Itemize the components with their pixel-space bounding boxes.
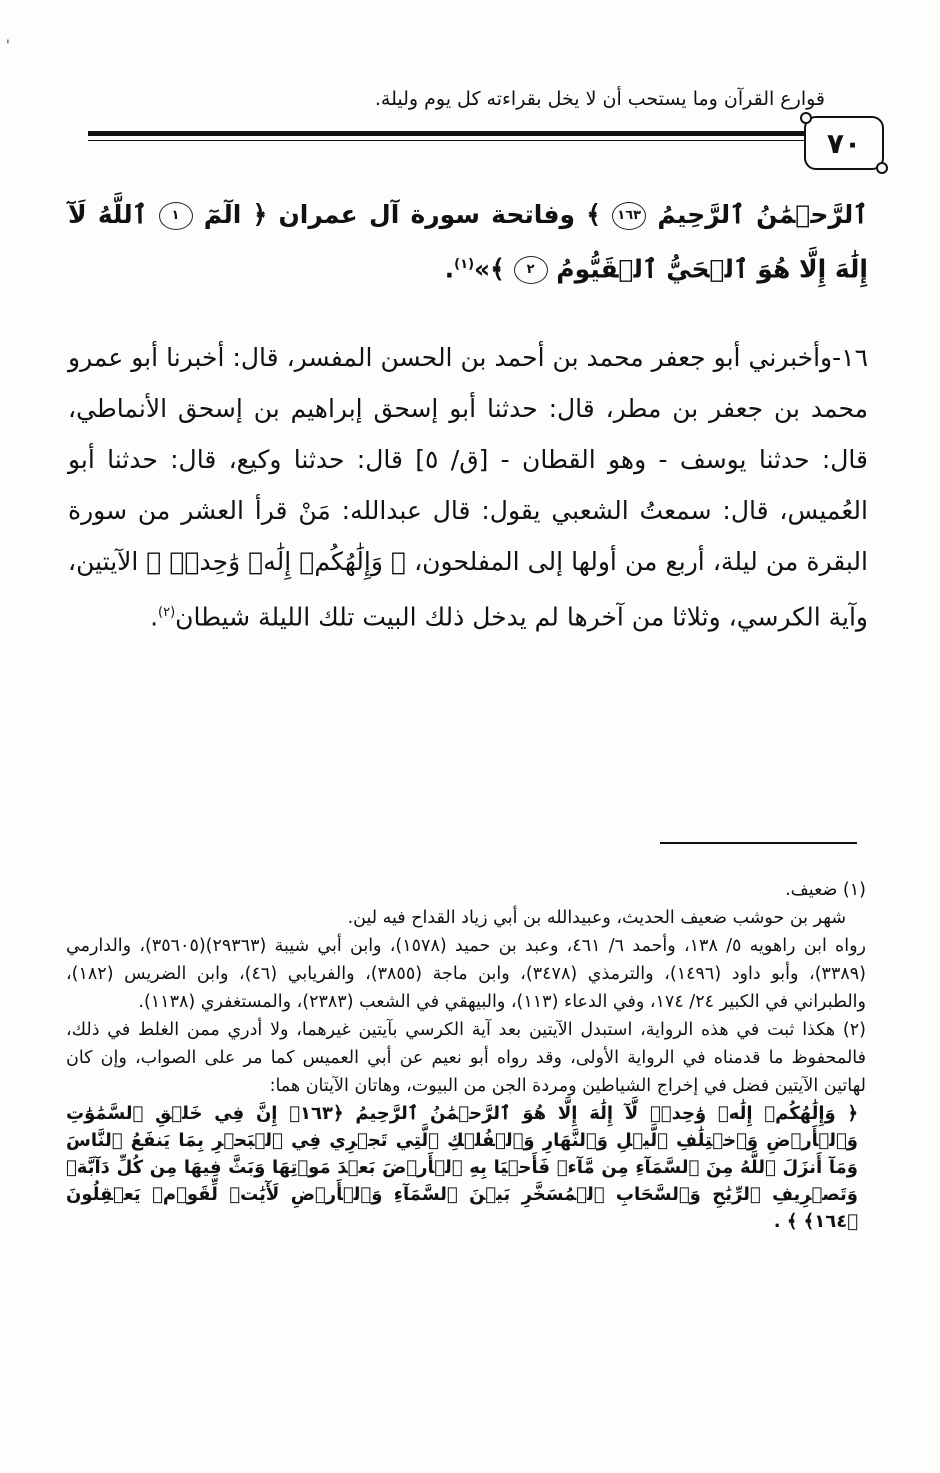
quran-text: ٱلۡقَيُّومُ bbox=[556, 254, 658, 284]
ayah-number-marker: ١٦٣ bbox=[612, 202, 646, 230]
footnote-separator bbox=[660, 842, 857, 844]
paragraph-end: . bbox=[150, 602, 159, 632]
footnotes bbox=[66, 876, 866, 1235]
page-number bbox=[804, 116, 884, 170]
footnote-ref: (١) bbox=[454, 257, 475, 272]
footnote-2: (٢) هكذا ثبت في هذه الرواية، استبدل الآيتين بعد آية الكرسي بآيتين غيرهما، ولا أدري ممن الغلط في ذلك، فالمحفوظ ما قدمناه في الرواية الأولى، وقد رواه أبو نعيم عن أبي العميس كما مر على الصواب، وإن كان لهاتين الآيتين فضل في إخراج الشياطين ومردة الجن من البيوت، وهاتان الآيتان هما: bbox=[66, 1020, 866, 1096]
hadith-paragraph bbox=[68, 332, 868, 642]
quran-verse-block: ٱلرَّحۡمَٰنُ ٱلرَّحِيمُ ١٦٣ ﴾ وفاتحة سورة آل عمران ﴿ الٓمٓ ١ ٱللَّهُ لَآ إِلَٰهَ إِلَّا هُوَ ٱلۡحَيُّ ٱلۡقَيُّومُ ٢ ﴾»$^{(١)}$. bbox=[68, 200, 868, 284]
main-text bbox=[68, 190, 868, 643]
footnote-1-head: (١) ضعيف. bbox=[785, 880, 866, 900]
quran-text: ٱللَّهُ لَآ إِلَٰهَ إِلَّا هُوَ ٱلۡحَيُّ bbox=[68, 200, 868, 284]
ayah-number-marker: ١ bbox=[159, 202, 193, 230]
ayah-number-marker: ٢ bbox=[514, 256, 548, 284]
footnote-ref: (٢) bbox=[158, 605, 176, 621]
page-number-text: ٧٠ bbox=[826, 126, 862, 160]
header-rule-thin bbox=[88, 140, 823, 141]
footnote-2-quran: ﴿ وَإِلَٰهُكُمۡ إِلَٰهٞ وَٰحِدٞۖ لَّآ إِلَٰهَ إِلَّا هُوَ ٱلرَّحۡمَٰنُ ٱلرَّحِيمُ ﴿١٦٣﴾ إِنَّ فِي خَلۡقِ ٱلسَّمَٰوَٰتِ وَٱلۡأَرۡضِ وَٱخۡتِلَٰفِ ٱلَّيۡلِ وَٱلنَّهَارِ وَٱلۡفُلۡكِ ٱلَّتِي تَجۡرِي فِي ٱلۡبَحۡرِ بِمَا يَنفَعُ ٱلنَّاسَ وَمَآ أَنزَلَ ٱللَّهُ مِنَ ٱلسَّمَآءِ مِن مَّآءٖ فَأَحۡيَا بِهِ ٱلۡأَرۡضَ بَعۡدَ مَوۡتِهَا وَبَثَّ فِيهَا مِن كُلِّ دَآبَّةٖ وَتَصۡرِيفِ ٱلرِّيَٰحِ وَٱلسَّحَابِ ٱلۡمُسَخَّرِ بَيۡنَ ٱلسَّمَآءِ وَٱلۡأَرۡضِ لَأٓيَٰتٖ لِّقَوۡمٖ يَعۡقِلُونَ ﴿١٦٤﴾ ﴾ . bbox=[66, 1103, 858, 1232]
quran-text: ٱلرَّحۡمَٰنُ ٱلرَّحِيمُ bbox=[657, 200, 868, 229]
footnote-1-line: شهر بن حوشب ضعيف الحديث، وعبيدالله بن أبي زياد القداح فيه لين. bbox=[347, 908, 846, 928]
surah-intro-text: ﴾ وفاتحة سورة آل عمران ﴿ الٓمٓ bbox=[203, 200, 601, 229]
running-header-title: قوارع القرآن وما يستحب أن لا يخل بقراءته كل يوم وليلة. bbox=[374, 88, 825, 110]
corner-mark: ' bbox=[6, 38, 10, 54]
header-rule-thick bbox=[88, 131, 823, 136]
quran-close: ﴾» bbox=[474, 254, 505, 284]
hadith-text: ١٦-وأخبرني أبو جعفر محمد بن أحمد بن الحسن المفسر، قال: أخبرنا أبو عمرو محمد بن جعفر بن مطر، قال: حدثنا أبو إسحق إبراهيم بن إسحق الأنماطي، قال: حدثنا يوسف - وهو القطان - [ق/ ٥] قال: حدثنا وكيع، قال: حدثنا أبو العُميس، قال: سمعتُ الشعبي يقول: قال عبدالله: مَنْ قرأ العشر من سورة البقرة من ليلة، أربع من أولها إلى المفلحون، ﴿ وَإِلَٰهُكُمۡ إِلَٰهٞ وَٰحِدٞۖ ﴾ الآيتين، وآية الكرسي، وثلاثا من آخرها لم يدخل ذلك البيت تلك الليلة شيطان bbox=[68, 343, 868, 632]
footnote-1-sources: رواه ابن راهويه ٥/ ١٣٨، وأحمد ٦/ ٤٦١، وعبد بن حميد (١٥٧٨)، وابن أبي شيبة (٢٩٣٦٣)(٣٥٦٠٥)، والدارمي (٣٣٨٩)، وأبو داود (١٤٩٦)، والترمذي (٣٤٧٨)، وابن ماجة (٣٨٥٥)، والفريابي (٤٦)، وابن الضريس (١٨٢)، والطبراني في الكبير ٢٤/ ١٧٤، وفي الدعاء (١١٣)، والبيهقي في الشعب (٢٣٨٣)، والمستغفري (١١٣٨). bbox=[66, 936, 866, 1012]
